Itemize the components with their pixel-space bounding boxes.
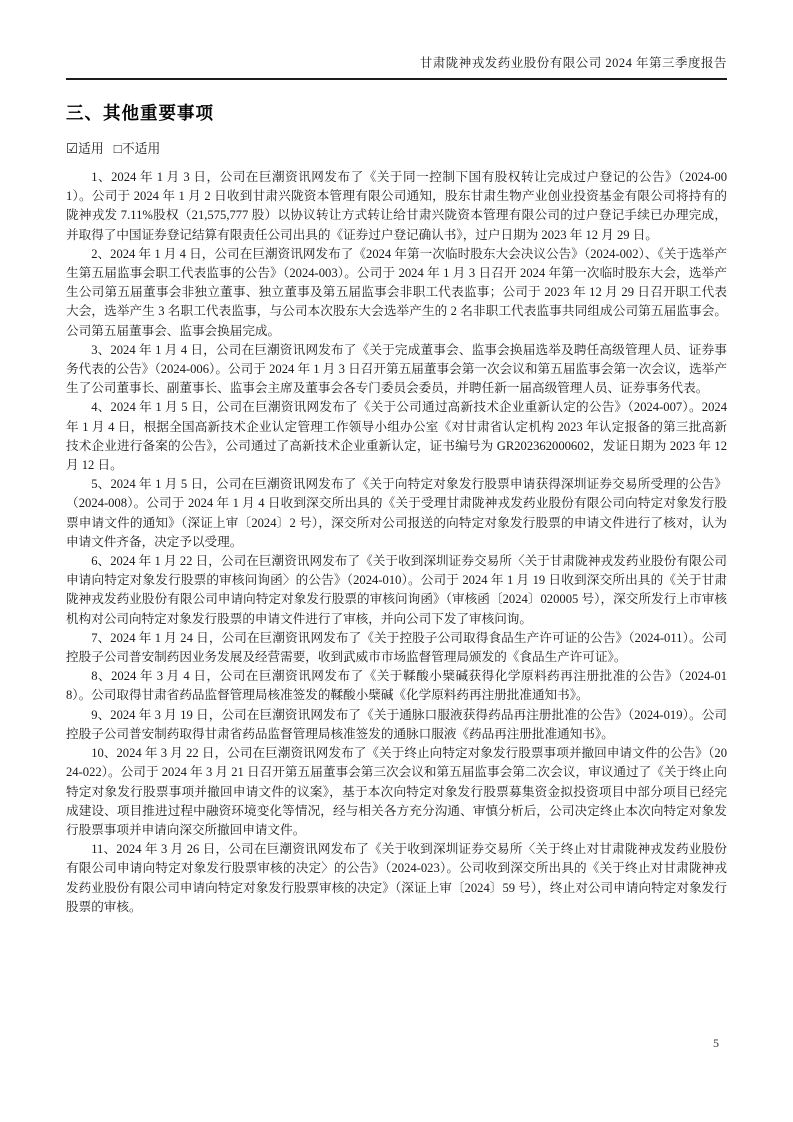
checked-checkbox-icon: ☑ [66,141,79,156]
applicability-line [66,140,727,158]
paragraph-3: 3、2024 年 1 月 4 日，公司在巨潮资讯网发布了《关于完成董事会、监事会换届选举及聘任高级管理人员、证券事务代表的公告》（2024-006）。公司于 2024 年 1 月 3 日召开第五届董事会第一次会议和第五届监事会第一次会议，选举产生了公司董事长、副董事长、监事会主席及董事会各专门委员会委员，并聘任新一届高级管理人员、证券事务代表。 [66,342,727,396]
not-applicable-option [114,142,161,156]
paragraph-10: 10、2024 年 3 月 22 日，公司在巨潮资讯网发布了《关于终止向特定对象发行股票事项并撤回申请文件的公告》（2024-022）。公司于 2024 年 3 月 21 日召开第五届董事会第三次会议和第五届监事会第二次会议，审议通过了《关于终止向特定对象发行股票事项并撤回申请文件的议案》，基于本次向特定对象发行股票募集资金拟投资项目中部分项目已经完成建设、项目推进过程中融资环境变化等情况，经与相关各方充分沟通、审慎分析后，公司决定终止本次向特定对象发行股票事项并申请向深交所撤回申请文件。 [66,746,727,837]
paragraph-6: 6、2024 年 1 月 22 日，公司在巨潮资讯网发布了《关于收到深圳证券交易所〈关于甘肃陇神戎发药业股份有限公司申请向特定对象发行股票的审核问询函〉的公告》（2024-010）。公司于 2024 年 1 月 19 日收到深交所出具的《关于甘肃陇神戎发药业股份有限公司申请向特定对象发行股票的审核问询函》（审核函〔2024〕020005 号），深交所发行上市审核机构对公司向特定对象发行股票的申请文件进行了审核，并向公司下发了审核问询。 [66,554,727,626]
paragraph-8: 8、2024 年 3 月 4 日，公司在巨潮资讯网发布了《关于鞣酸小檗碱获得化学原料药再注册批准的公告》（2024-018）。公司取得甘肃省药品监督管理局核准签发的鞣酸小檗碱《化学原料药再注册批准通知书》。 [66,669,727,703]
paragraph-4: 4、2024 年 1 月 5 日，公司在巨潮资讯网发布了《关于公司通过高新技术企业重新认定的公告》（2024-007）。2024 年 1 月 4 日，根据全国高新技术企业认定管理工作领导小组办公室《对甘肃省认定机构 2023 年认定报备的第三批高新技术企业进行备案的公告》，公司通过了高新技术企业重新认定，证书编号为 GR202362000602，发证日期为 2023 年 12 月 12 日。 [66,400,727,473]
paragraph-9: 9、2024 年 3 月 19 日，公司在巨潮资讯网发布了《关于通脉口服液获得药品再注册批准的公告》（2024-019）。公司控股子公司普安制药取得甘肃省药品监督管理局核准签发的通脉口服液《药品再注册批准通知书》。 [66,707,727,741]
paragraph-11: 11、2024 年 3 月 26 日，公司在巨潮资讯网发布了《关于收到深圳证券交易所〈关于终止对甘肃陇神戎发药业股份有限公司申请向特定对象发行股票审核的决定〉的公告》（2024-023）。公司收到深交所出具的《关于终止对甘肃陇神戎发药业股份有限公司申请向特定对象发行股票审核的决定》（深证上审〔2024〕59 号），终止对公司申请向特定对象发行股票的审核。 [66,842,727,914]
paragraph-2: 2、2024 年 1 月 4 日，公司在巨潮资讯网发布了《2024 年第一次临时股东大会决议公告》（2024-002）、《关于选举产生第五届监事会职工代表监事的公告》（2024-003）。公司于 2024 年 1 月 3 日召开 2024 年第一次临时股东大会，选举产生公司第五届董事会非独立董事、独立董事及第五届监事会非职工代表监事；公司于 2023 年 12 月 29 日召开职工代表大会，选举产生 3 名职工代表监事，与公司本次股东大会选举产生的 2 名非职工代表监事共同组成公司第五届监事会。公司第五届董事会、监事会换届完成。 [66,246,727,338]
body-content [66,168,727,917]
paragraph-5: 5、2024 年 1 月 5 日，公司在巨潮资讯网发布了《关于向特定对象发行股票申请获得深圳证券交易所受理的公告》（2024-008）。公司于 2024 年 1 月 4 日收到深交所出具的《关于受理甘肃陇神戎发药业股份有限公司向特定对象发行股票申请文件的通知》（深证上审〔2024〕2 号），深交所对公司报送的向特定对象发行股票的申请文件进行了核对，认为申请文件齐备，决定予以受理。 [66,477,727,549]
paragraph-7: 7、2024 年 1 月 24 日，公司在巨潮资讯网发布了《关于控股子公司取得食品生产许可证的公告》（2024-011）。公司控股子公司普安制药因业务发展及经营需要，收到武威市市场监督管理局颁发的《食品生产许可证》。 [66,630,727,665]
section-heading: 三、其他重要事项 [66,103,214,123]
applicable-option [66,142,104,156]
not-applicable-label: 不适用 [121,142,161,156]
paragraph-1: 1、2024 年 1 月 3 日，公司在巨潮资讯网发布了《关于同一控制下国有股权转让完成过户登记的公告》（2024-001）。公司于 2024 年 1 月 2 日收到甘肃兴陇资本管理有限公司通知，股东甘肃生物产业创业投资基金有限公司将持有的陇神戎发 7.11%股权（21,575,777 股）以协议转让方式转让给甘肃兴陇资本管理有限公司的过户登记手续已办理完成，并取得了中国证券登记结算有限责任公司出具的《证券过户登记确认书》，过户日期为 2023 年 12 月 29 日。 [66,170,727,242]
page-header-title: 甘肃陇神戎发药业股份有限公司 2024 年第三季度报告 [66,55,727,80]
unchecked-checkbox-icon: □ [113,141,122,156]
page-number: 5 [713,1036,719,1050]
applicable-label: 适用 [78,142,104,156]
